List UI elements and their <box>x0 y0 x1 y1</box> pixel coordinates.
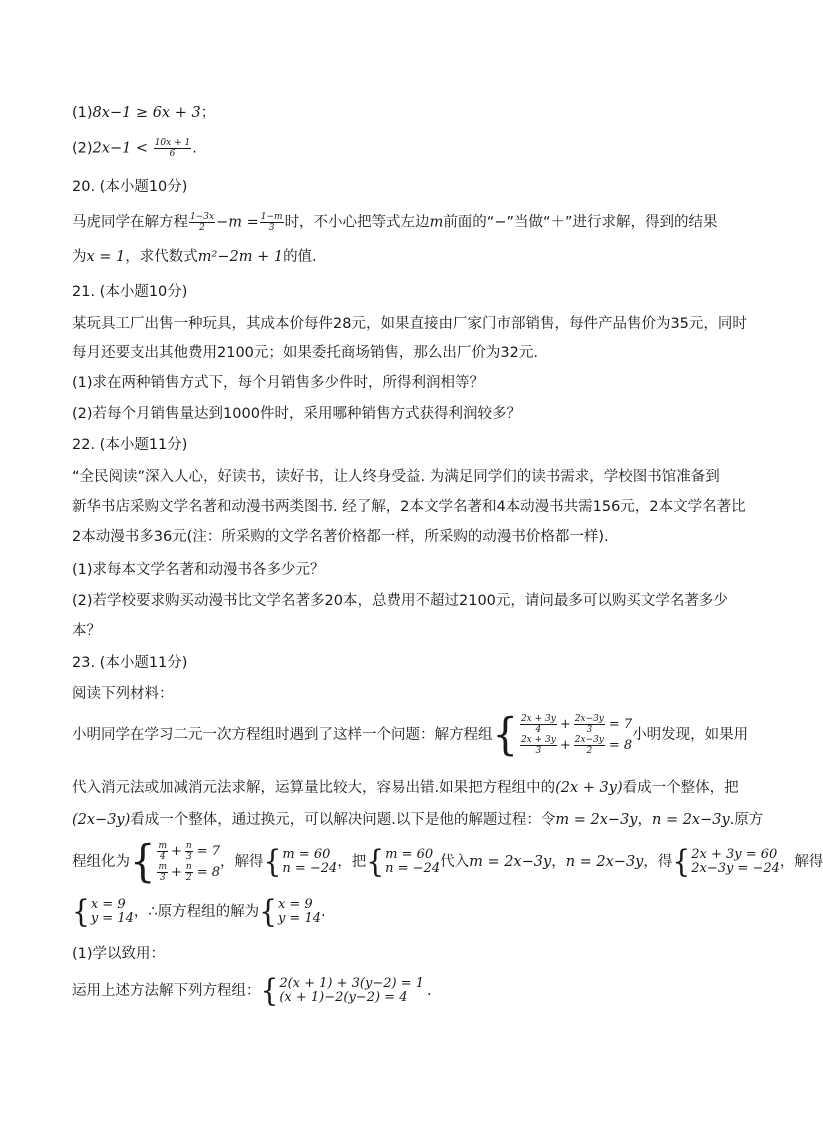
q21-line1: 某玩具工厂出售一种玩具，其成本价每件28元，如果直接由厂家门市部销售，每件产品售价为35元，同时 <box>72 316 747 332</box>
q19-part1: (1)8x−1 ≥ 6x + 3； <box>72 105 216 121</box>
q23-part1: (1)学以致用： <box>72 946 166 962</box>
q20-heading: 20. (本小题10分) <box>72 179 188 195</box>
q21-heading: 21. (本小题10分) <box>72 284 188 300</box>
fraction: $\frac{10x + 1}{6}$ <box>154 138 191 159</box>
equation-system: { $\frac{m}{4}$ + $\frac{n}{3}$ = 7 $\frac{m}{3}$ + $\frac{n}{2}$ = 8 <box>130 836 220 888</box>
q22-line1: “全民阅读”深入人心，好读书，读好书，让人终身受益. 为满足同学们的读书需求，学校图书馆准备到 <box>72 469 720 485</box>
q22-line2: 新华书店采购文学名著和动漫书两类图书. 经了解，2本文学名著和4本动漫书共需156元，2本文学名著比 <box>72 499 746 515</box>
q21-line2: 每月还要支出其他费用2100元；如果委托商场销售，那么出厂价为32元. <box>72 345 538 361</box>
q23-part1-task: 运用上述方法解下列方程组： { 2(x + 1) + 3(y−2) = 1 (x + 1)−2(y−2) = 4 . <box>72 972 432 1009</box>
q20-line1: 马虎同学在解方程 $\frac{1-3x}{2}$ −m = $\frac{1-m}{3}$ 时，不小心把等式左边m前面的“−”当做“＋”进行求解，得到的结果 <box>72 212 718 233</box>
q22-part2a: (2)若学校要求购买动漫书比文学名著多20本，总费用不超过2100元，请问最多可以购买文学名著多少 <box>72 593 728 609</box>
q23-statement-line2: 代入消元法或加减消元法求解，运算量比较大，容易出错.如果把方程组中的(2x + 3y)看成一个整体，把 <box>72 780 739 796</box>
q19-part2: (2)2x−1 < $\frac{10x + 1}{6}$ . <box>72 138 197 159</box>
q22-heading: 22. (本小题11分) <box>72 437 188 453</box>
fraction: $\frac{1-3x}{2}$ <box>190 212 215 233</box>
q20-line2: 为x = 1，求代数式m²−2m + 1的值. <box>72 249 317 265</box>
equation-system: { $\frac{2x + 3y}{4}$ + $\frac{2x-3y}{3}$ = 7 $\frac{2x + 3y}{3}$ + $\frac{2x-3y}{2}$ = 8 <box>492 709 633 761</box>
q21-part2: (2)若每个月销售量达到1000件时，采用哪种销售方式获得利润较多？ <box>72 406 521 422</box>
q22-part2b: 本？ <box>72 623 101 639</box>
q23-statement-line3: (2x−3y)看成一个整体，通过换元，可以解决问题.以下是他的解题过程：令m = 2x−3y，n = 2x−3y.原方 <box>72 812 764 828</box>
solution-system: { x = 9 y = 14 <box>259 893 321 930</box>
q21-part1: (1)求在两种销售方式下，每个月销售多少件时，所得利润相等？ <box>72 375 485 391</box>
q23-statement-line5: { x = 9 y = 14 ，∴原方程组的解为 { x = 9 y = 14 . <box>72 893 326 930</box>
q23-statement-line1: 小明同学在学习二元一次方程组时遇到了这样一个问题：解方程组 { $\frac{2x + 3y}{4}$ + $\frac{2x-3y}{3}$ = 7 $\frac{2x + 3y}{3}$ + $\frac{2x-3y}{2}$ = 8 小明发现，如果用 <box>72 709 749 761</box>
solution-system: { x = 9 y = 14 <box>72 893 134 930</box>
solution-system: { m = 60 n = −24 <box>263 843 338 880</box>
q23-intro: 阅读下列材料： <box>72 686 174 702</box>
fraction: $\frac{1-m}{3}$ <box>260 212 283 233</box>
q23-statement-line4: 程组化为 { $\frac{m}{4}$ + $\frac{n}{3}$ = 7 $\frac{m}{3}$ + $\frac{n}{2}$ = 8 ，解得 { m = 60 n = −24 ，把 { m = 60 n = −24 代入 m = 2x−3y ， n = 2x−3y ，得 { 2x + 3y = 60 2x−3y = −24 ，解得 <box>72 836 823 888</box>
q22-line3: 2本动漫书多36元(注：所采购的文学名著价格都一样，所采购的动漫书价格都一样). <box>72 529 609 545</box>
equation-system: { 2x + 3y = 60 2x−3y = −24 <box>672 843 780 880</box>
solution-system: { m = 60 n = −24 <box>366 843 441 880</box>
equation-system: { 2(x + 1) + 3(y−2) = 1 (x + 1)−2(y−2) = 4 <box>260 972 425 1009</box>
q23-heading: 23. (本小题11分) <box>72 655 188 671</box>
q22-part1: (1)求每本文学名著和动漫书各多少元？ <box>72 562 325 578</box>
